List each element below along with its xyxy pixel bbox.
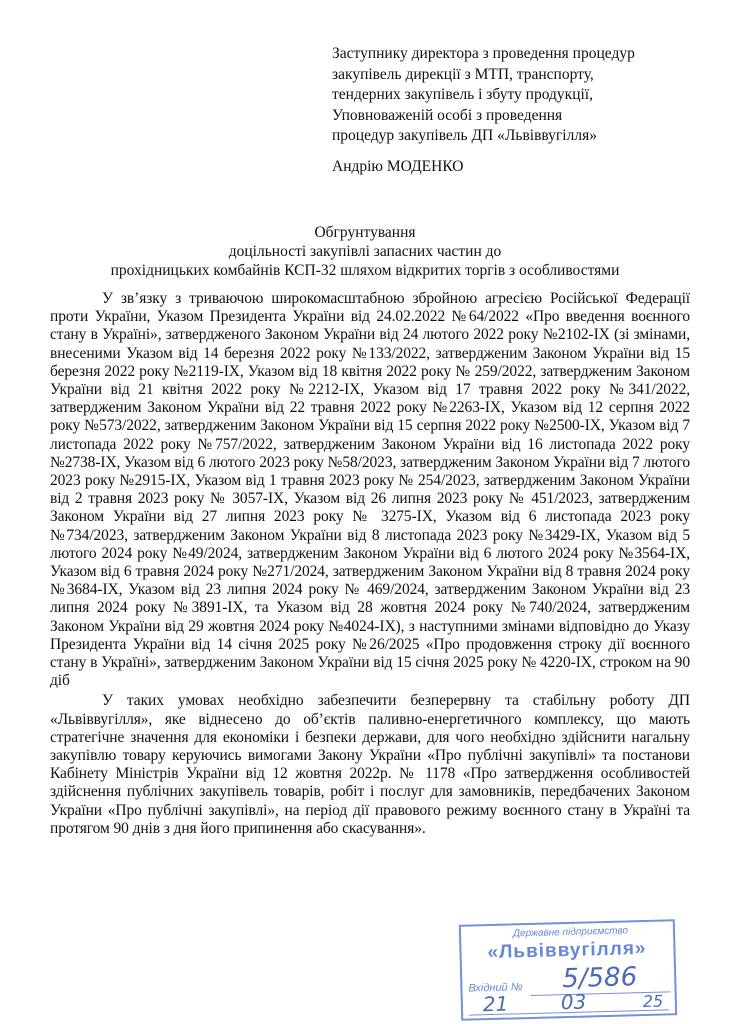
addressee-line: тендерних закупівель і збуту продукції, [332,86,593,103]
incoming-registration-stamp [459,919,677,1021]
paragraph-procurement-justification: У таких умовах необхідно забезпечити безперервну та стабільну роботу ДП «Львіввугілля», яке віднесено до об’єктів паливно-енергетичного комплексу, що мають стратегічне значення для економіки і безпеки держави, для чого необхідно здійснити нагальну закупівлю товару керуючись вимогами Закону України «Про публічні закупівлі» та постанови Кабінету Міністрів України від 12 жовтня 2022р. № 1178 «Про затвердження особливостей здійснення публічних закупівель товарів, робіт і послуг для замовників, передбачених Законом України «Про публічні закупівлі», на період дії правового режиму воєнного стану в Україні та протягом 90 днів з дня його припинення або скасування». [50,692,690,837]
stamp-incoming-label: Вхідний № [468,981,523,995]
title-line-1: Обгрунтування [314,224,416,241]
title-line-3: прохідницьких комбайнів КСП-32 шляхом відкритих торгів з особливостями [110,262,620,279]
stamp-org-line-2: «Львіввугілля» [487,937,647,964]
document-body [50,290,690,838]
stamp-registration-number: 5/586 [561,962,638,995]
addressee-line: Заступнику директора з проведення процедур [332,45,635,62]
title-line-2: доцільності закупівлі запасних частин до [228,243,502,260]
stamp-date-month: 03 [560,989,587,1015]
addressee-line: процедур закупівель ДП «Львіввугілля» [332,127,597,144]
addressee-block [332,44,692,177]
addressee-line: Уповноваженій особі з проведення [332,106,563,124]
stamp-date-year: 25 [642,991,664,1012]
stamp-org-line-1: Державне підприємство [512,925,629,940]
addressee-line: закупівель дирекції з МТП, транспорту, [332,65,594,83]
stamp-date-day: 21 [482,991,509,1017]
addressee-name: Андрію МОДЕНКО [332,157,464,175]
paragraph-martial-law: У зв’язку з триваючою широкомасштабною збройною агресією Російської Федерації проти України, Указом Президента України від 24.02.2022 №64/2022 «Про введення воєнного стану в Україні», затвердженого Законом України від 24 лютого 2022 року №2102-IX (зі змінами, внесеними Указом від 14 березня 2022 року №133/2022, затвердженим Законом України від 15 березня 2022 року №2119-IX, Указом від 18 квітня 2022 року № 259/2022, затвердженим Законом України від 21 квітня 2022 року №2212-IX, Указом від 17 травня 2022 року №341/2022, затвердженим Законом України від 22 травня 2022 року №2263-IX, Указом від 12 серпня 2022 року №573/2022, затвердженим Законом України від 15 серпня 2022 року №2500-IX, Указом від 7 листопада 2022 року №757/2022, затвердженим Законом України від 16 листопада 2022 року №2738-IX, Указом від 6 лютого 2023 року №58/2023, затвердженим Законом України від 7 лютого 2023 року №2915-IX, Указом від 1 травня 2023 року № 254/2023, затвердженим Законом України від 2 травня 2023 року № 3057-IX, Указом від 26 липня 2023 року № 451/2023, затвердженим Законом України від 27 липня 2023 року № 3275-IX, Указом від 6 листопада 2023 року №734/2023, затвердженим Законом України від 8 листопада 2023 року №3429-IX, Указом від 5 лютого 2024 року №49/2024, затвердженим Законом України від 6 лютого 2024 року №3564-IX, Указом від 6 травня 2024 року №271/2024, затвердженим Законом України від 8 травня 2024 року №3684-IX, Указом від 23 липня 2024 року № 469/2024, затвердженим Законом України від 23 липня 2024 року №3891-IX, та Указом від 28 жовтня 2024 року №740/2024, затвердженим Законом України від 29 жовтня 2024 року №4024-IX), з наступними змінами відповідно до Указу Президента України від 14 січня 2025 року №26/2025 «Про продовження строку дії воєнного стану в Україні», затвердженим Законом України від 15 січня 2025 року № 4220-IX, строком на 90 діб [50,290,690,690]
document-title [40,223,690,280]
